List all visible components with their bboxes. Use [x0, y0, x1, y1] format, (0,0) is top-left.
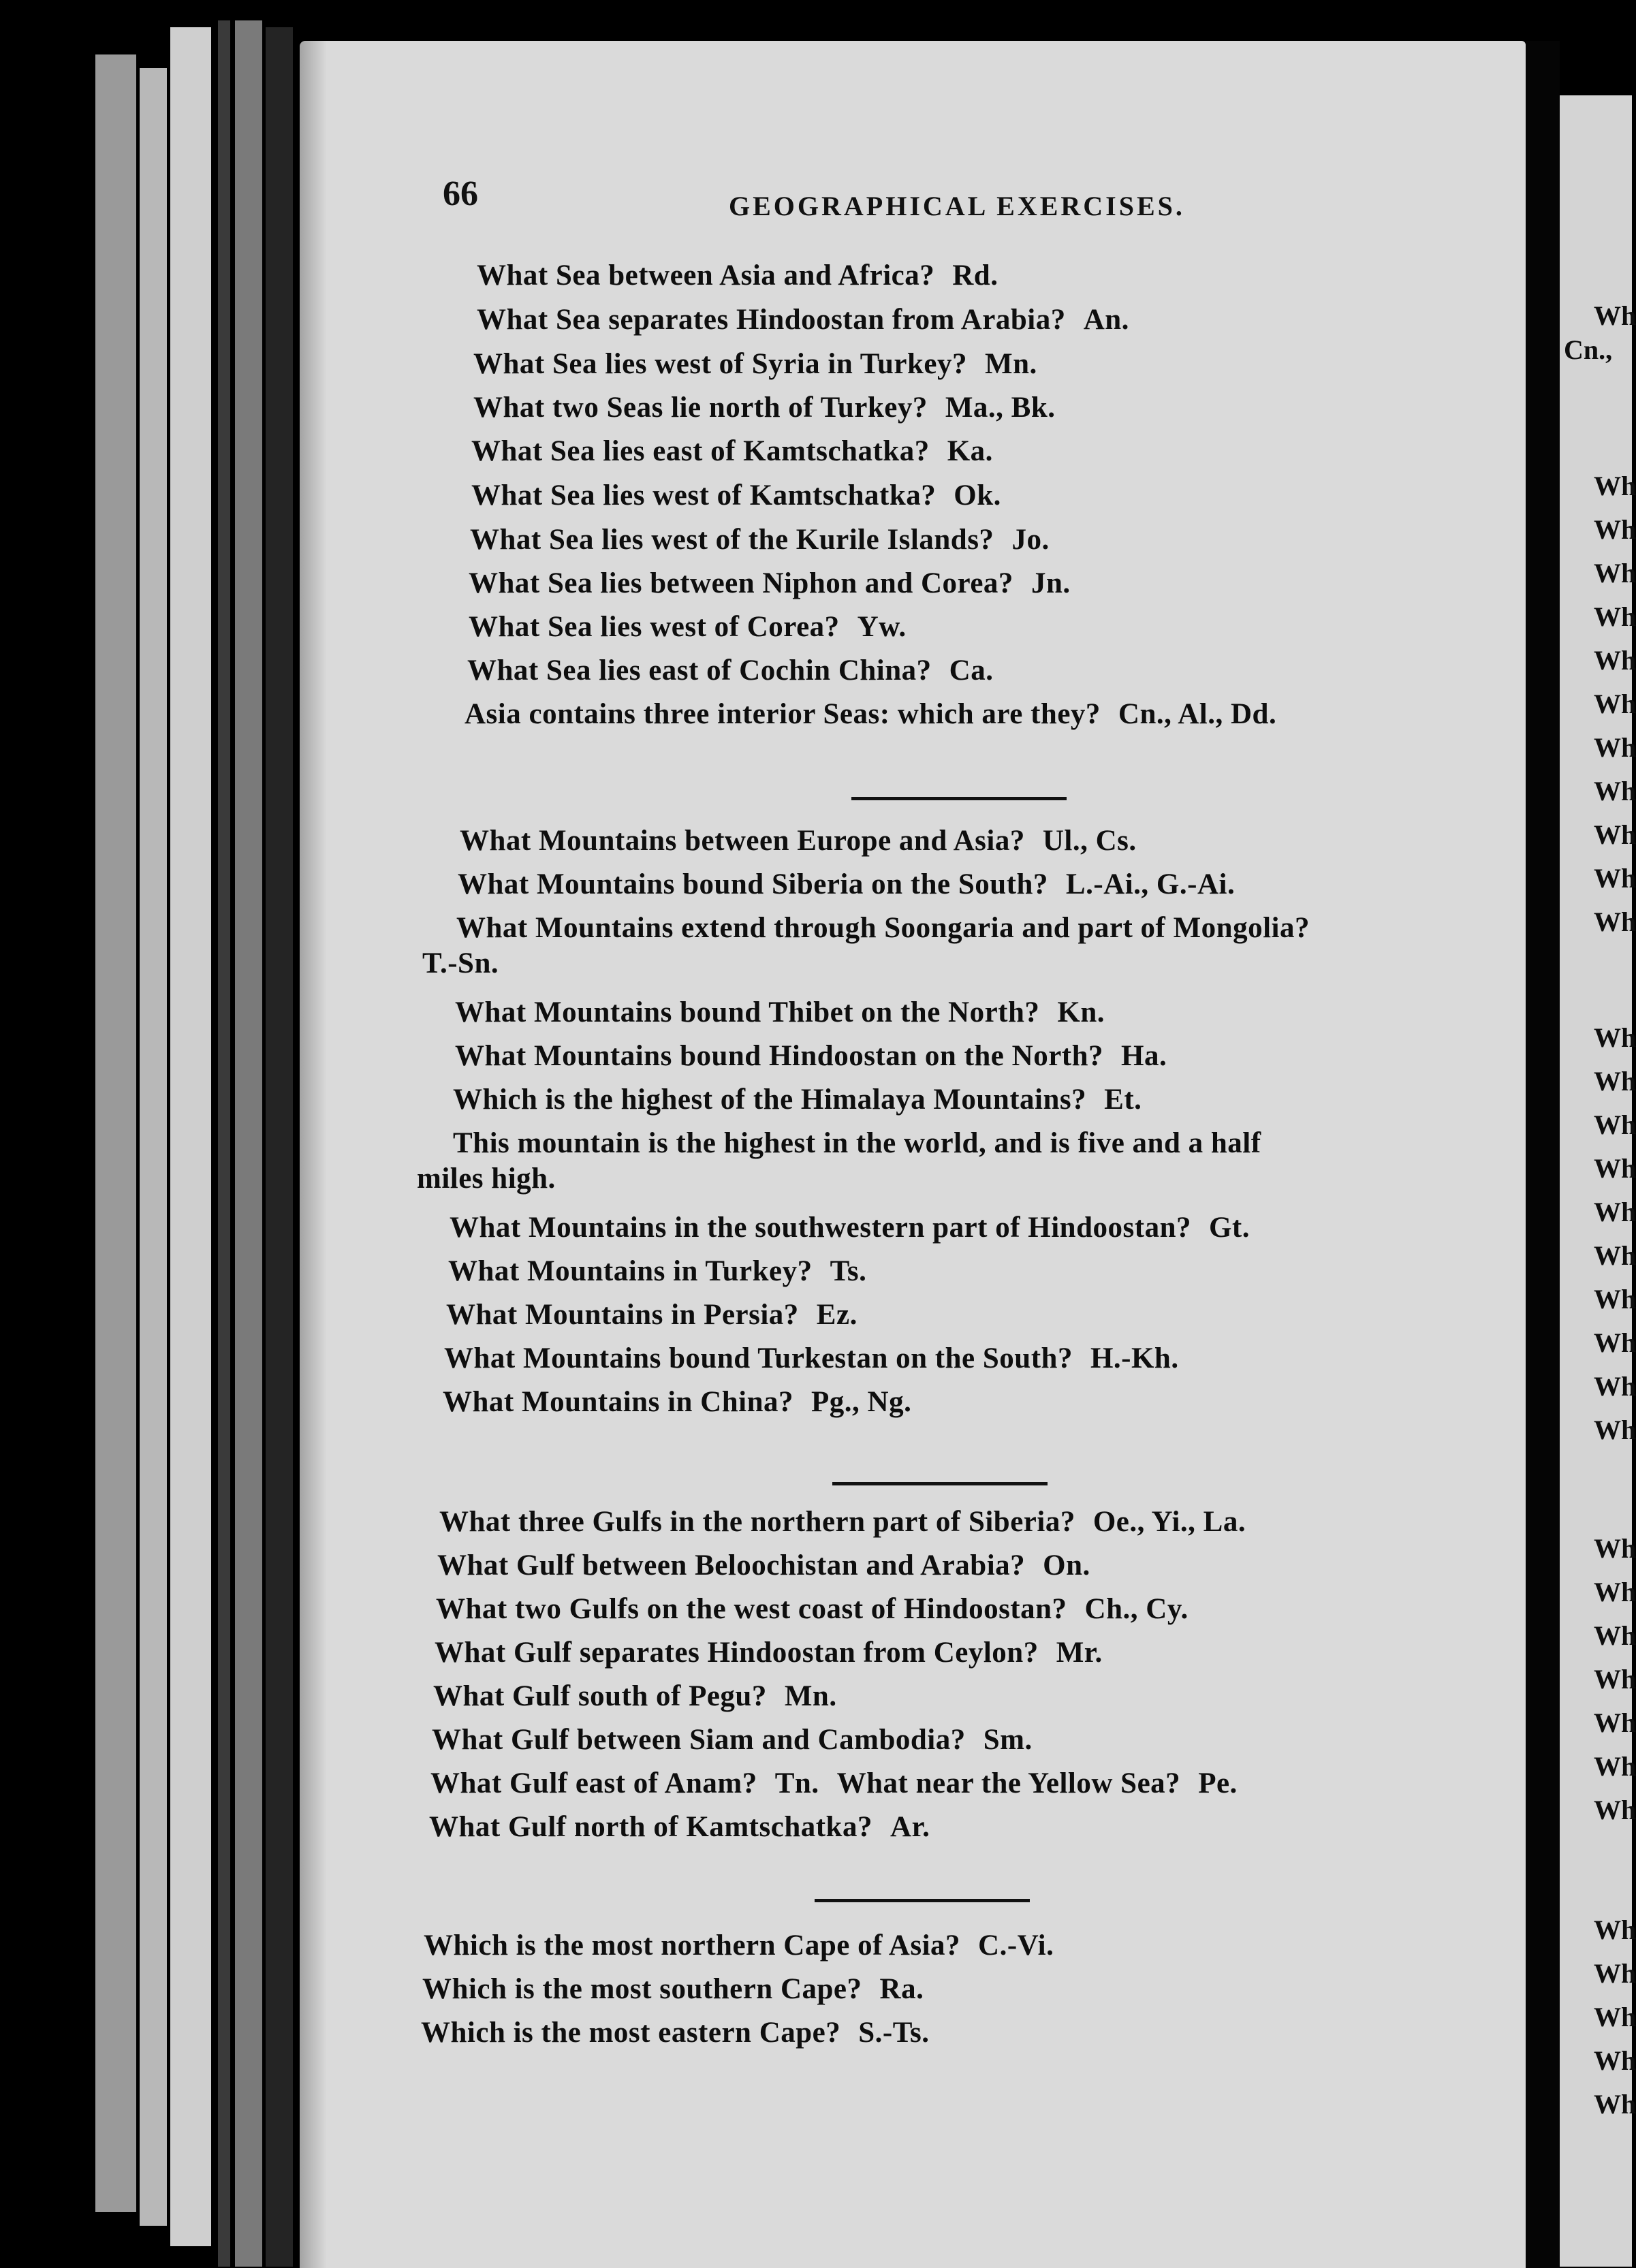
question-line	[471, 435, 993, 468]
facing-page-fragment: Wh	[1594, 601, 1636, 632]
answer-text: miles high.	[417, 1163, 556, 1195]
answer-text: T.-Sn.	[422, 947, 499, 979]
answer-text: On.	[1043, 1549, 1090, 1581]
answer-text: Rd.	[952, 259, 998, 292]
answer-text: Cn., Al., Dd.	[1118, 698, 1277, 730]
facing-page-fragment: Wh	[1594, 1915, 1636, 1945]
question-text: What Mountains bound Turkestan on the South?	[444, 1342, 1073, 1374]
facing-page-fragment: Wh	[1594, 1022, 1636, 1053]
answer-text: Mn.	[784, 1680, 837, 1712]
page-gutter-shadow	[300, 41, 327, 2268]
question-line	[453, 1083, 1142, 1116]
question-line	[448, 1255, 866, 1288]
facing-page-fragment: Cn.,	[1564, 334, 1613, 365]
question-line	[436, 1592, 1189, 1626]
answer-text: Ch., Cy.	[1084, 1593, 1189, 1625]
running-title: GEOGRAPHICAL EXERCISES.	[729, 191, 1185, 221]
facing-page-fragment: Wh	[1594, 2002, 1636, 2032]
answer-text: An.	[1083, 304, 1129, 336]
answer-text: Kn.	[1057, 996, 1105, 1028]
question-line	[470, 523, 1050, 556]
question-text: What Gulf north of Kamtschatka?	[429, 1811, 872, 1843]
question-line	[460, 824, 1137, 857]
facing-page-fragment: Wh	[1594, 1533, 1636, 1564]
facing-page-fragment: Wh	[1594, 2045, 1636, 2076]
page-gap	[1526, 41, 1560, 2268]
facing-page-fragment: Wh	[1594, 514, 1636, 545]
question-line	[455, 1039, 1167, 1073]
question-text: What near the Yellow Sea?	[836, 1767, 1181, 1799]
question-line	[456, 911, 1310, 945]
page-edge	[140, 68, 167, 2226]
question-text: What Sea lies west of Syria in Turkey?	[473, 348, 967, 380]
question-line	[469, 610, 907, 644]
answer-line	[422, 947, 499, 980]
page-edge	[266, 27, 293, 2267]
question-line	[424, 1929, 1054, 1962]
facing-page-fragment: Wh	[1594, 558, 1636, 588]
answer-text: Mr.	[1056, 1637, 1103, 1669]
question-line	[421, 2016, 929, 2049]
answer-text: Ar.	[890, 1811, 930, 1843]
section-rule	[832, 1482, 1048, 1485]
facing-page-fragment: Wh	[1594, 1327, 1636, 1358]
facing-page-fragment: Wh	[1594, 776, 1636, 806]
question-line	[477, 259, 998, 292]
question-text: What Mountains in Turkey?	[448, 1255, 813, 1287]
answer-text: Pe.	[1198, 1767, 1238, 1799]
question-line	[437, 1549, 1090, 1582]
question-text: This mountain is the highest in the world, and is five and a half	[453, 1127, 1261, 1159]
answer-text: Oe., Yi., La.	[1092, 1506, 1246, 1538]
question-text: Which is the most eastern Cape?	[421, 2017, 841, 2049]
facing-page-fragment: Wh	[1594, 1664, 1636, 1695]
answer-text: Ra.	[879, 1973, 924, 2005]
answer-text: L.-Ai., G.-Ai.	[1065, 868, 1236, 900]
question-text: What Sea separates Hindoostan from Arabia?	[477, 304, 1066, 336]
question-line	[477, 303, 1129, 336]
facing-page-fragment: Wh	[1594, 1371, 1636, 1402]
question-line	[467, 654, 993, 687]
question-line	[446, 1298, 858, 1332]
facing-page-fragment: Wh	[1594, 1795, 1636, 1825]
question-line	[435, 1636, 1103, 1669]
question-line	[473, 391, 1056, 424]
question-text: What Mountains in the southwestern part of Hindoostan?	[450, 1212, 1191, 1244]
question-text: What Mountains in Persia?	[446, 1299, 799, 1331]
answer-text: Ka.	[947, 435, 993, 467]
facing-page-fragment: Wh	[1594, 2089, 1636, 2120]
facing-page-fragment: Wh	[1594, 1153, 1636, 1184]
question-line	[473, 347, 1037, 381]
question-text: What Sea lies west of Corea?	[469, 611, 840, 643]
answer-text: Et.	[1104, 1084, 1142, 1116]
question-text: What Mountains in China?	[443, 1386, 794, 1418]
facing-page-fragment: Wh	[1594, 1707, 1636, 1738]
answer-text: Ha.	[1121, 1040, 1167, 1072]
facing-page-fragment: Wh	[1594, 645, 1636, 676]
section-rule	[851, 797, 1067, 800]
question-text: What Mountains bound Thibet on the North?	[455, 996, 1040, 1028]
facing-page-fragment: Wh	[1594, 1284, 1636, 1314]
question-line	[444, 1342, 1179, 1375]
answer-text: Jo.	[1011, 524, 1050, 556]
question-text: What Sea lies east of Cochin China?	[467, 655, 932, 687]
facing-page-fragment: Wh	[1594, 1958, 1636, 1989]
answer-text: Mn.	[984, 348, 1037, 380]
question-text: What Gulf south of Pegu?	[433, 1680, 767, 1712]
question-text: What two Seas lie north of Turkey?	[473, 392, 928, 424]
page-number: 66	[443, 174, 478, 213]
answer-text: Ok.	[954, 479, 1001, 511]
page-edge	[170, 27, 211, 2246]
question-line	[453, 1127, 1261, 1160]
question-text: What Sea lies west of Kamtschatka?	[471, 479, 937, 511]
question-text: What Gulf separates Hindoostan from Ceylon?	[435, 1637, 1039, 1669]
facing-page-fragment: Wh	[1594, 732, 1636, 763]
facing-page-fragment: Wh	[1594, 471, 1636, 501]
question-text: What Mountains bound Hindoostan on the North?	[455, 1040, 1104, 1072]
answer-text: Sm.	[983, 1724, 1033, 1756]
facing-page-fragment: Wh	[1594, 1415, 1636, 1445]
answer-text: C.-Vi.	[978, 1930, 1054, 1962]
facing-page-fragment: Wh	[1594, 1109, 1636, 1140]
answer-text: Ul., Cs.	[1042, 825, 1137, 857]
question-line	[465, 697, 1276, 731]
page-edge	[235, 20, 262, 2267]
facing-page-fragment: Wh	[1594, 1197, 1636, 1227]
facing-page-fragment: Wh	[1594, 907, 1636, 937]
answer-text: Yw.	[857, 611, 907, 643]
answer-text: Jn.	[1031, 567, 1071, 599]
question-line	[450, 1211, 1250, 1244]
page-edge	[218, 20, 230, 2267]
question-text: What three Gulfs in the northern part of Siberia?	[439, 1506, 1075, 1538]
answer-text: Ma., Bk.	[945, 392, 1056, 424]
page-edge	[95, 54, 136, 2212]
question-text: Which is the most southern Cape?	[422, 1973, 862, 2005]
question-text: Which is the highest of the Himalaya Mountains?	[453, 1084, 1087, 1116]
question-text: What Gulf between Beloochistan and Arabia?	[437, 1549, 1026, 1581]
facing-page-fragment: Wh	[1594, 689, 1636, 719]
answer-text: Gt.	[1208, 1212, 1250, 1244]
question-line	[439, 1505, 1246, 1539]
question-line	[429, 1810, 930, 1844]
question-text: What Mountains extend through Soongaria and part of Mongolia?	[456, 912, 1310, 944]
question-line	[422, 1972, 924, 2006]
question-line	[433, 1680, 837, 1713]
facing-page-fragment: Wh	[1594, 1751, 1636, 1782]
question-line	[443, 1385, 911, 1419]
question-line	[469, 567, 1071, 600]
question-text: What Sea lies west of the Kurile Islands?	[470, 524, 994, 556]
question-line	[455, 996, 1105, 1029]
question-line	[430, 1767, 1238, 1800]
question-text: What Gulf between Siam and Cambodia?	[432, 1724, 966, 1756]
facing-page-fragment: Wh	[1594, 819, 1636, 850]
facing-page-fragment: Wh	[1594, 1240, 1636, 1271]
answer-text: Ez.	[816, 1299, 858, 1331]
question-text: Which is the most northern Cape of Asia?	[424, 1930, 961, 1962]
answer-text: S.-Ts.	[858, 2017, 930, 2049]
question-text: What Mountains bound Siberia on the South?	[458, 868, 1048, 900]
answer-text: H.-Kh.	[1090, 1342, 1179, 1374]
facing-page-fragment: Wh	[1594, 1066, 1636, 1097]
page-header	[443, 174, 1226, 228]
answer-line	[417, 1162, 556, 1195]
question-text: What Gulf east of Anam?	[430, 1767, 757, 1799]
question-line	[471, 479, 1001, 512]
question-line	[432, 1723, 1033, 1757]
answer-text: Ca.	[949, 655, 994, 687]
question-text: What two Gulfs on the west coast of Hindoostan?	[436, 1593, 1067, 1625]
section-rule	[815, 1899, 1030, 1902]
answer-text: Ts.	[830, 1255, 867, 1287]
question-text: What Sea lies east of Kamtschatka?	[471, 435, 930, 467]
question-line	[458, 868, 1235, 901]
answer-text: Tn.	[774, 1767, 819, 1799]
question-text: What Sea lies between Niphon and Corea?	[469, 567, 1013, 599]
facing-page-fragment: Wh	[1594, 1577, 1636, 1607]
question-text: What Sea between Asia and Africa?	[477, 259, 935, 292]
facing-page-fragment: Wh	[1594, 1620, 1636, 1651]
question-text: Asia contains three interior Seas: which are they?	[465, 698, 1101, 730]
answer-text: Pg., Ng.	[811, 1386, 912, 1418]
facing-page-fragment: Wh	[1594, 300, 1636, 331]
question-text: What Mountains between Europe and Asia?	[460, 825, 1025, 857]
facing-page-fragment: Wh	[1594, 863, 1636, 894]
